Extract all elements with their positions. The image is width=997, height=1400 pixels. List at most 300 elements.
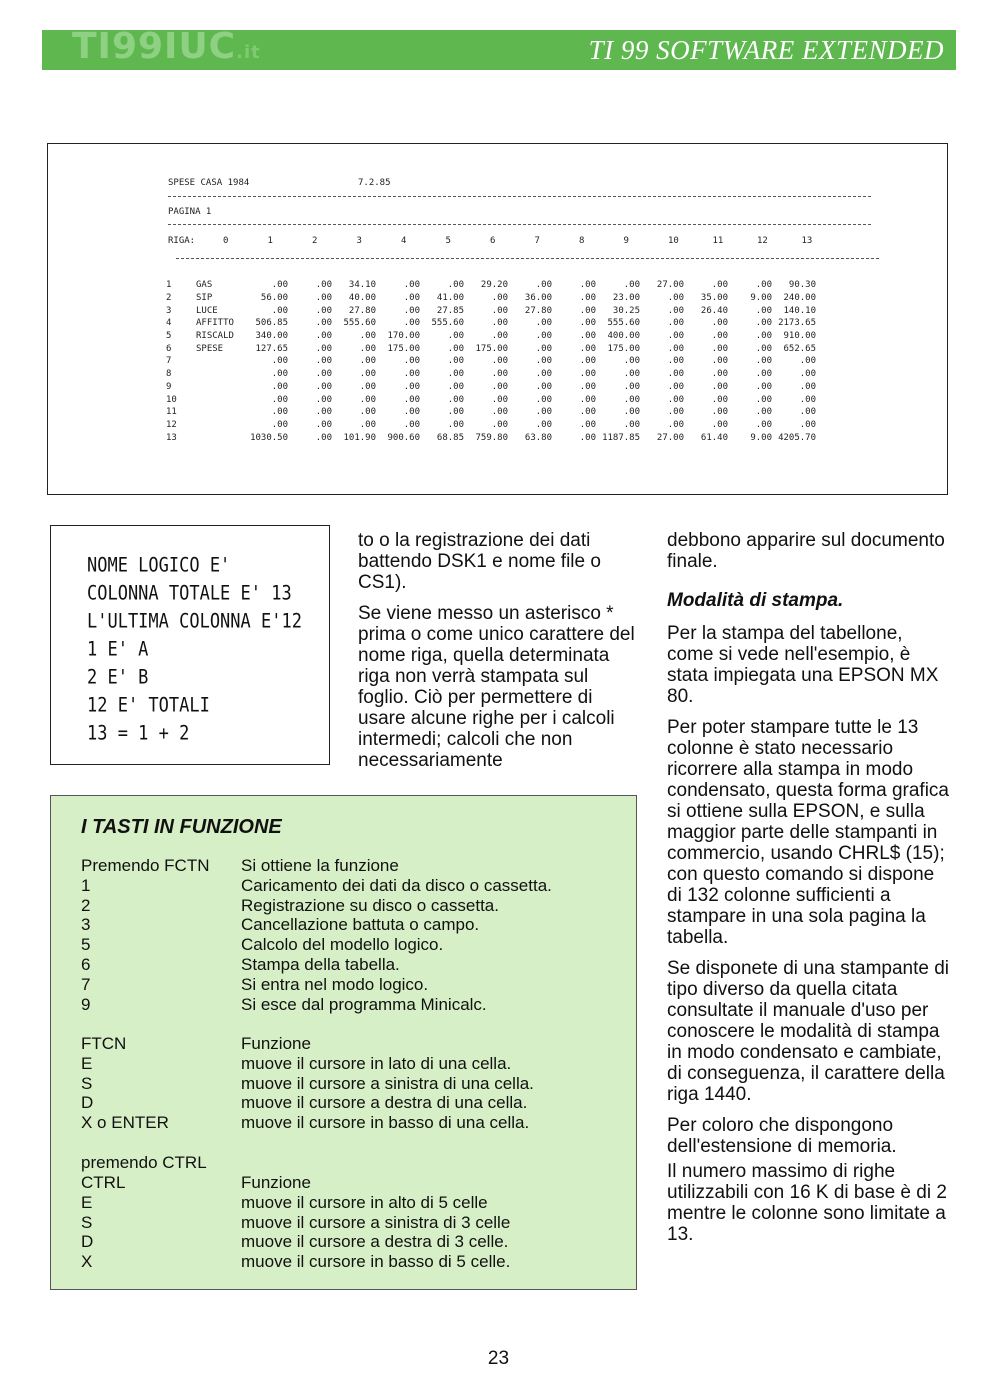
table-cell: .00 [623,280,640,291]
table-cell: 27.80 [524,305,552,316]
key-row [81,1193,510,1213]
table-cell: 41.00 [436,293,464,304]
row-number: 4 [166,318,172,329]
table-cell: .00 [491,318,508,329]
table-cell: 23.00 [612,293,640,304]
key-name: 3 [81,915,91,935]
table-cell: .00 [359,381,376,392]
row-number: 7 [166,356,172,367]
table-cell: .00 [491,331,508,342]
table-cell: .00 [667,394,684,405]
table-cell: .00 [403,356,420,367]
key-description: Calcolo del modello logico. [241,935,444,955]
table-cell: 61.40 [700,432,728,443]
key-name: D [81,1232,94,1252]
key-row [81,896,552,916]
key-row [81,1113,534,1133]
table-row [166,342,816,355]
table-row [166,381,816,394]
table-cell: .00 [623,419,640,430]
table-cell: 1030.50 [250,432,288,443]
table-cell: .00 [315,343,332,354]
table-cell: .00 [403,394,420,405]
article-column-right [667,530,950,1255]
page-header [42,26,956,70]
table-cell: .00 [315,318,332,329]
row-number: 13 [166,432,177,443]
table-cell: .00 [271,394,288,405]
table-cell: 652.65 [783,343,816,354]
key-name: CTRL [81,1173,126,1192]
key-description: muove il cursore a sinistra di 3 celle [241,1212,511,1232]
code-line: COLONNA TOTALE E' 13 [87,582,292,605]
table-row [166,292,816,305]
table-cell: .00 [623,369,640,380]
table-cell: .00 [315,356,332,367]
key-description: Funzione [241,1173,311,1192]
table-cell: .00 [755,419,772,430]
table-cell: .00 [579,419,596,430]
table-cell: .00 [667,293,684,304]
table-cell: .00 [315,419,332,430]
riga-label: RIGA: [168,236,196,246]
table-cell: .00 [535,407,552,418]
paragraph: debbono apparire sul documento finale. [667,530,945,572]
table-cell: 90.30 [788,280,816,291]
column-number: 10 [668,236,679,246]
table-cell: .00 [711,343,728,354]
table-cell: 127.65 [255,343,288,354]
printout-date: 7.2.85 [358,178,391,188]
table-cell: 175.00 [607,343,640,354]
table-cell: .00 [579,293,596,304]
column-number: 8 [579,236,585,246]
table-cell: 1187.85 [602,432,640,443]
table-cell: .00 [447,381,464,392]
table-cell: 900.60 [387,432,420,443]
column-number: 4 [401,236,407,246]
table-cell: 506.85 [255,318,288,329]
row-name: LUCE [196,305,218,316]
site-logo: TI99IUC.it [72,26,261,67]
section-heading: Modalità di stampa. [667,590,844,611]
printout-page: PAGINA 1 [168,207,212,217]
key-row [81,1232,510,1252]
key-description: muove il cursore in alto di 5 celle [241,1192,488,1212]
logic-model-box [50,525,330,765]
table-cell: .00 [579,432,596,443]
table-cell: .00 [799,394,816,405]
table-cell: .00 [711,381,728,392]
table-cell: .00 [359,394,376,405]
table-cell: .00 [799,381,816,392]
table-cell: .00 [403,318,420,329]
column-number: 9 [623,236,629,246]
table-cell: 40.00 [348,293,376,304]
row-number: 12 [166,419,177,430]
table-cell: .00 [315,293,332,304]
key-row [81,1252,510,1272]
key-description: muove il cursore in basso di 5 celle. [241,1252,511,1272]
row-number: 8 [166,369,172,380]
table-cell: 27.85 [436,305,464,316]
table-cell: .00 [535,280,552,291]
key-description: Si entra nel modo logico. [241,974,429,994]
table-cell: .00 [535,369,552,380]
key-row [81,1034,534,1054]
table-cell: .00 [491,305,508,316]
table-cell: .00 [491,356,508,367]
table-cell: .00 [271,407,288,418]
table-cell: .00 [447,331,464,342]
row-number: 9 [166,381,172,392]
table-cell: 910.00 [783,331,816,342]
table-cell: .00 [491,419,508,430]
table-cell: .00 [491,407,508,418]
table-cell: 759.80 [475,432,508,443]
table-cell: .00 [447,356,464,367]
column-number: 6 [490,236,496,246]
table-cell: .00 [447,369,464,380]
table-cell: .00 [271,280,288,291]
row-number: 3 [166,305,172,316]
table-row [166,279,816,292]
table-cell: .00 [315,369,332,380]
key-name: X o ENTER [81,1113,169,1133]
table-cell: .00 [799,369,816,380]
table-cell: .00 [403,419,420,430]
table-cell: .00 [711,394,728,405]
table-cell: .00 [667,331,684,342]
printout-heading: SPESE CASA 1984 [168,178,250,188]
table-cell: .00 [711,280,728,291]
table-cell: .00 [535,356,552,367]
ctrl-key-list [81,1173,510,1272]
paragraph: Per poter stampare tutte le 13 colonne è stato necessario ricorrere alla stampa in modo condensato, questa forma grafica si ottiene sulla EPSON, e sulla maggior parte delle stampanti in commercio, usando CHRL$ (15); con questo comando si dispone di 132 colonne sufficienti a stampare in una sola pagina la tabella. [667,717,950,948]
table-cell: .00 [403,305,420,316]
table-cell: .00 [755,394,772,405]
table-cell: .00 [271,369,288,380]
box-title: I TASTI IN FUNZIONE [81,816,282,838]
divider [176,258,879,259]
key-row [81,856,552,876]
table-cell: 4205.70 [778,432,816,443]
row-name: GAS [196,280,213,291]
table-row [166,330,816,343]
function-keys-box [50,795,637,1290]
table-cell: .00 [315,331,332,342]
printout-table [166,279,816,444]
table-cell: .00 [667,356,684,367]
page-number: 23 [487,1348,510,1369]
table-cell: .00 [755,369,772,380]
table-cell: .00 [359,343,376,354]
table-cell: 101.90 [343,432,376,443]
table-cell: 9.00 [750,432,772,443]
key-row [81,995,552,1015]
table-cell: 175.00 [475,343,508,354]
table-cell: 35.00 [700,293,728,304]
code-line: NOME LOGICO E' [87,554,231,577]
table-cell: 9.00 [750,293,772,304]
key-name: S [81,1212,93,1232]
table-cell: .00 [447,407,464,418]
row-name: AFFITTO [196,318,234,329]
key-name: 6 [81,954,91,974]
key-description: muove il cursore in lato di una cella. [241,1053,512,1073]
table-cell: 27.00 [656,432,684,443]
row-number: 2 [166,293,172,304]
table-cell: 26.40 [700,305,728,316]
paragraph: to o la registrazione dei dati battendo DSK1 e nome file o CS1). [358,530,601,593]
table-cell: .00 [579,369,596,380]
spreadsheet-printout [47,143,948,495]
table-cell: .00 [579,318,596,329]
key-row [81,975,552,995]
table-cell: 555.60 [343,318,376,329]
key-description: Caricamento dei dati da disco o cassetta. [241,875,552,895]
column-number: 2 [312,236,318,246]
key-description: muove il cursore in basso di una cella. [241,1113,530,1133]
table-cell: .00 [535,381,552,392]
table-cell: 68.85 [436,432,464,443]
table-cell: .00 [755,343,772,354]
paragraph: Per la stampa del tabellone, come si vede nell'esempio, è stata impiegata una EPSON MX 80. [667,623,939,707]
code-line: 1 E' A [87,638,149,661]
key-row [81,1074,534,1094]
key-name: E [81,1053,93,1073]
table-cell: 29.20 [480,280,508,291]
table-cell: .00 [403,369,420,380]
paragraph: Per coloro che dispongono dell'estensione di memoria. [667,1115,897,1157]
table-cell: .00 [447,280,464,291]
table-cell: .00 [359,369,376,380]
column-number: 3 [356,236,362,246]
key-description: muove il cursore a sinistra di una cella. [241,1073,534,1093]
row-number: 10 [166,394,177,405]
table-cell: 240.00 [783,293,816,304]
article-column-middle [358,530,641,781]
table-cell: .00 [623,356,640,367]
column-number: 7 [534,236,540,246]
table-cell: 555.60 [431,318,464,329]
column-number: 12 [757,236,768,246]
fctn-key-list [81,856,552,1014]
table-cell: .00 [491,293,508,304]
key-row [81,955,552,975]
table-row [166,419,816,432]
table-cell: .00 [755,305,772,316]
table-cell: 140.10 [783,305,816,316]
table-cell: .00 [667,369,684,380]
key-name: X [81,1252,93,1272]
table-cell: .00 [755,381,772,392]
key-description: Si esce dal programma Minicalc. [241,994,487,1014]
table-cell: .00 [667,318,684,329]
table-cell: .00 [711,407,728,418]
code-line: 12 E' TOTALI [87,694,210,717]
table-cell: .00 [579,407,596,418]
table-cell: .00 [667,305,684,316]
table-cell: .00 [799,407,816,418]
table-cell: .00 [491,369,508,380]
table-cell: 400.00 [607,331,640,342]
table-cell: .00 [667,381,684,392]
paragraph: Se viene messo un asterisco * prima o come unico carattere del nome riga, quella determinata riga non verrà stampata sul foglio. Ciò per permettere di usare alcune righe per i calcoli intermedi; calcoli che non necessariamente [358,603,635,771]
code-line: 13 = 1 + 2 [87,722,190,745]
table-row [166,393,816,406]
key-row [81,1093,534,1113]
table-cell: .00 [447,394,464,405]
key-row [81,876,552,896]
table-cell: .00 [535,331,552,342]
key-description: Si ottiene la funzione [241,856,399,875]
key-name: 1 [81,875,91,895]
table-cell: .00 [491,394,508,405]
key-name: 2 [81,895,91,915]
key-name: S [81,1073,93,1093]
table-cell: .00 [711,369,728,380]
key-name: Premendo FCTN [81,856,210,875]
table-cell: .00 [359,407,376,418]
table-cell: .00 [755,407,772,418]
paragraph: Il numero massimo di righe utilizzabili con 16 K di base è di 2 mentre le colonne sono limitate a 13. [667,1161,947,1245]
table-cell: .00 [579,331,596,342]
table-cell: .00 [403,293,420,304]
key-name: E [81,1192,93,1212]
key-row [81,915,552,935]
table-cell: .00 [271,381,288,392]
table-cell: .00 [799,419,816,430]
divider [168,196,871,197]
key-name: 9 [81,994,91,1014]
table-cell: 555.60 [607,318,640,329]
key-description: Cancellazione battuta o campo. [241,915,480,935]
table-cell: .00 [315,305,332,316]
column-number: 11 [712,236,724,246]
key-description: Stampa della tabella. [241,954,400,974]
table-cell: .00 [667,343,684,354]
table-cell: .00 [711,331,728,342]
row-number: 11 [166,407,177,418]
table-cell: .00 [491,381,508,392]
table-cell: 170.00 [387,331,420,342]
table-row [166,355,816,368]
divider [168,224,871,225]
table-cell: .00 [579,394,596,405]
table-cell: .00 [359,356,376,367]
key-description: Registrazione su disco o cassetta. [241,895,499,915]
key-description: muove il cursore a destra di 3 celle. [241,1232,509,1252]
table-cell: .00 [755,280,772,291]
table-cell: .00 [359,331,376,342]
table-cell: 27.80 [348,305,376,316]
table-row [166,431,816,444]
key-row [81,1173,510,1193]
table-cell: .00 [535,394,552,405]
row-name: RISCALD [196,331,234,342]
table-cell: .00 [535,419,552,430]
table-cell: 36.00 [524,293,552,304]
table-cell: .00 [579,280,596,291]
table-cell: .00 [271,356,288,367]
table-cell: 63.80 [524,432,552,443]
table-cell: .00 [315,280,332,291]
magazine-title: TI 99 SOFTWARE EXTENDED [588,34,944,65]
row-number: 6 [166,343,172,354]
table-row [166,317,816,330]
table-cell: .00 [579,343,596,354]
column-number: 0 [223,236,229,246]
table-cell: .00 [403,280,420,291]
table-cell: .00 [579,356,596,367]
key-name: D [81,1093,94,1113]
table-cell: .00 [711,356,728,367]
row-number: 1 [166,280,172,291]
key-row [81,1213,510,1233]
table-cell: .00 [579,381,596,392]
column-number: 1 [267,236,273,246]
row-name: SIP [196,293,213,304]
key-description: muove il cursore a destra di una cella. [241,1093,528,1113]
key-name: 7 [81,974,91,994]
table-cell: 27.00 [656,280,684,291]
table-cell: .00 [447,419,464,430]
key-name: FTCN [81,1034,127,1053]
key-description: Funzione [241,1034,311,1053]
paragraph: Se disponete di una stampante di tipo diverso da quella citata consultate il manuale d'uso per conoscere le modalità di stampa in modo condensato e cambiate, di conseguenza, il carattere della riga 1440. [667,958,950,1105]
table-cell: .00 [403,407,420,418]
row-name: SPESE [196,343,224,354]
table-cell: .00 [359,419,376,430]
table-cell: .00 [755,331,772,342]
table-cell: .00 [667,407,684,418]
table-cell: 34.10 [348,280,376,291]
table-cell: .00 [755,318,772,329]
table-row [166,406,816,419]
ftcn-key-list [81,1034,534,1133]
table-cell: .00 [271,419,288,430]
code-line: 2 E' B [87,666,149,689]
table-cell: .00 [711,318,728,329]
table-cell: 56.00 [260,293,288,304]
table-cell: .00 [579,305,596,316]
table-cell: .00 [315,394,332,405]
key-row [81,935,552,955]
column-number: 13 [801,236,813,246]
table-cell: .00 [271,305,288,316]
row-number: 5 [166,331,172,342]
column-number: 5 [445,236,451,246]
table-cell: .00 [799,356,816,367]
table-cell: .00 [623,407,640,418]
code-line: L'ULTIMA COLONNA E'12 [87,610,302,633]
table-cell: .00 [755,356,772,367]
table-cell: .00 [315,407,332,418]
table-cell: 340.00 [255,331,288,342]
table-cell: .00 [623,394,640,405]
table-row [166,304,816,317]
table-cell: 30.25 [612,305,640,316]
table-cell: 175.00 [387,343,420,354]
table-cell: .00 [315,381,332,392]
table-cell: .00 [535,343,552,354]
table-cell: .00 [315,432,332,443]
table-cell: .00 [403,381,420,392]
table-row [166,368,816,381]
table-cell: .00 [711,419,728,430]
table-cell: .00 [447,343,464,354]
